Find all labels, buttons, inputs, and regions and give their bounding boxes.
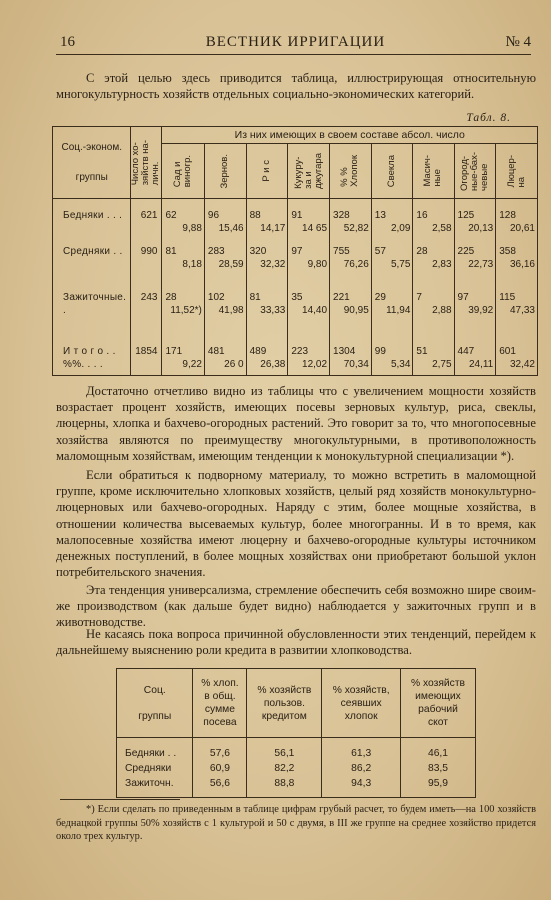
- table-label: Табл. 8.: [466, 112, 511, 124]
- table-cell: [330, 291, 372, 337]
- row-label: Средняки: [117, 761, 193, 776]
- table-row: [53, 199, 538, 246]
- cell-absolute: 225: [457, 246, 475, 257]
- cell-absolute: 447: [457, 346, 475, 357]
- col-header-crop: [246, 144, 288, 199]
- table-cell: [204, 291, 246, 337]
- col-header-group: Соц.-эконом. группы: [53, 127, 131, 199]
- col-header: % хозяйств имеющих рабочий скот: [400, 669, 475, 738]
- crop-name: Р и с: [260, 160, 272, 182]
- table-cell: 83,5: [400, 761, 475, 776]
- cell-absolute: 29: [374, 292, 386, 303]
- table-cell: [413, 337, 454, 376]
- row-label: Бедняки . .: [117, 738, 193, 762]
- crop-name: Огород- ные-бах- чевые: [458, 151, 490, 191]
- cell-percent: 2,09: [390, 223, 411, 234]
- cell-percent: 26,38: [260, 359, 286, 370]
- cell-absolute: 13: [374, 210, 386, 221]
- table-cell: [454, 245, 496, 291]
- table-cell: 57,6: [193, 738, 247, 762]
- cell-percent: 2,83: [432, 259, 452, 270]
- table-cell: [246, 245, 288, 291]
- cell-percent: 36,16: [509, 259, 535, 270]
- running-header: [60, 34, 531, 52]
- table-cell: [454, 337, 496, 376]
- cell-percent: 9,80: [307, 259, 328, 270]
- cell-percent: 22,73: [468, 259, 494, 270]
- cell-absolute: 283: [207, 246, 225, 257]
- cell-absolute: 16: [416, 210, 428, 221]
- cell-absolute: 91: [291, 210, 303, 221]
- paragraph-3-text: Если обратиться к подворному материалу, то можно встретить в маломощной группе, кроме исключительно хлопковых хозяйств, целый ряд хозяйств монокультурно-люцерновых или бахчево-огородных. Наряду с этим, более мощные хозяйства, в отношении количества высеваемых культур, более многогранны. И в то время, как малопосевные хозяйства имеют люцерну и бахчево-огородные культуры источником денежных поступлений, в более мощных хозяйствах они приобретают большой уклон потребительского значения.: [56, 468, 536, 580]
- cell-percent: 26 0: [224, 359, 244, 370]
- table-cell: 88,8: [247, 776, 322, 798]
- row-count: 243: [131, 291, 162, 337]
- cell-absolute: 481: [207, 346, 225, 357]
- cell-absolute: 28: [416, 246, 428, 257]
- table-row: [117, 738, 476, 762]
- table-cell: [496, 291, 538, 337]
- cell-absolute: 35: [291, 292, 303, 303]
- cell-absolute: 97: [291, 246, 303, 257]
- table-row: [53, 291, 538, 337]
- row-label: Зажиточн.: [117, 776, 193, 798]
- crop-name: Сад и виногр.: [172, 154, 194, 188]
- cell-absolute: 328: [333, 210, 350, 221]
- col-header-crop: [288, 144, 330, 199]
- table-cell: [162, 199, 204, 246]
- col-header-crop: [496, 144, 538, 199]
- paragraph-2-text: Достаточно отчетливо видно из таблицы что с увеличением мощности хозяйств возрастает процент хозяйств, имеющих посевы зерновых культур, риса, свеклы, люцерны, хлопка и бахчево-огородных растений. Это говорит за то, что многопосевные хозяйства являются по преимуществу многокультурными, в противоположность маломощным хозяйствам, имеющим тенденции к монокультурной специализации *).: [56, 384, 536, 463]
- table-cell: [246, 337, 288, 376]
- col-header-crop: [413, 144, 454, 199]
- cell-absolute: 51: [416, 346, 428, 357]
- footnote-rule: [60, 799, 180, 800]
- cell-absolute: 7: [416, 292, 422, 303]
- cell-absolute: 96: [207, 210, 220, 221]
- col-header-crop: [162, 144, 204, 199]
- table-cell: [496, 199, 538, 246]
- paragraph-2: [56, 383, 536, 464]
- col-header-crop: [371, 144, 413, 199]
- cell-percent: 28,59: [218, 259, 244, 270]
- paragraph-5: [56, 626, 536, 658]
- cell-percent: 52,82: [343, 223, 369, 234]
- crop-name: Люцер- на: [505, 154, 527, 188]
- cell-absolute: 489: [249, 346, 267, 357]
- cell-percent: 14,40: [302, 305, 328, 316]
- cell-percent: 11,52*): [170, 305, 202, 316]
- cell-percent: 39,92: [468, 305, 494, 316]
- table-cell: 56,1: [247, 738, 322, 762]
- table-cell: [496, 337, 538, 376]
- cell-percent: 14 65: [302, 223, 328, 234]
- cell-absolute: 755: [333, 246, 350, 257]
- table-cell: [454, 291, 496, 337]
- table-cell: [162, 337, 204, 376]
- row-label: Зажиточные. .: [53, 291, 131, 337]
- cell-percent: 9,88: [182, 223, 202, 234]
- table-cell: [246, 199, 288, 246]
- table-cell: [371, 291, 413, 337]
- row-count: 1854: [131, 337, 162, 376]
- cell-absolute: 88: [249, 210, 261, 221]
- table-cell: [330, 245, 372, 291]
- paragraph-4-text: Эта тенденция универсализма, стремление обеспечить себя возможно шире своим-же производством (как дальше будет видно) наблюдается у зажиточных групп и в животноводстве.: [56, 583, 536, 630]
- cell-percent: 33,33: [260, 305, 286, 316]
- page-number: 16: [60, 34, 75, 50]
- col-header: % хозяйств, сеявших хлопок: [322, 669, 401, 738]
- row-count: 990: [131, 245, 162, 291]
- table-row: [53, 337, 538, 376]
- crop-name: Масич- ные: [422, 155, 444, 187]
- cell-absolute: 57: [374, 246, 386, 257]
- col-header: % хозяйств пользов. кредитом: [247, 669, 322, 738]
- table-cell: 86,2: [322, 761, 401, 776]
- credit-table: [116, 668, 476, 798]
- footnote: [56, 803, 536, 844]
- crop-table: [52, 126, 538, 376]
- table-cell: [371, 337, 413, 376]
- table-cell: [162, 245, 204, 291]
- cell-absolute: 125: [457, 210, 475, 221]
- col-header-count: Число хо- зяйств на- личн.: [131, 127, 162, 199]
- cell-percent: 41,98: [218, 305, 244, 316]
- cell-percent: 12,02: [302, 359, 328, 370]
- table-cell: [330, 337, 372, 376]
- cell-percent: 32,42: [509, 359, 535, 370]
- table-cell: [288, 337, 330, 376]
- table-cell: [204, 337, 246, 376]
- crop-name: Кукуру- за и джугара: [292, 153, 324, 189]
- table-row: [117, 776, 476, 798]
- cell-percent: 15,46: [218, 223, 244, 234]
- cell-percent: 24,11: [468, 359, 494, 370]
- table-cell: [288, 199, 330, 246]
- cell-absolute: 115: [499, 292, 516, 303]
- cell-percent: 11,94: [386, 305, 411, 316]
- cell-percent: 47,33: [509, 305, 535, 316]
- table-row: [117, 761, 476, 776]
- row-label-percent: %%. . . .: [63, 359, 103, 370]
- cell-absolute: 97: [457, 292, 469, 303]
- paragraph-3: [56, 467, 536, 580]
- cell-absolute: 221: [333, 292, 350, 303]
- table-caption: Из них имеющих в своем составе абсол. число: [162, 127, 538, 144]
- journal-title: ВЕСТНИК ИРРИГАЦИИ: [205, 34, 386, 50]
- cell-absolute: 128: [499, 210, 516, 221]
- paragraph-4: [56, 582, 536, 631]
- intro-paragraph: [56, 70, 536, 102]
- cell-percent: 5,34: [390, 359, 411, 370]
- footnote-text: *) Если сделать по приведенным в таблице цифрам грубый расчет, то будем иметь—на 100 хозяйств беднацкой группы 50% хозяйств с 1 культурой и 50 с двумя, в III же группе на среднее хозяйство придется около трех культур.: [56, 804, 536, 842]
- row-label: И т о г о . . %%. . . .: [53, 337, 131, 376]
- table-cell: [454, 199, 496, 246]
- cell-percent: 2,88: [432, 305, 452, 316]
- table-cell: 82,2: [247, 761, 322, 776]
- cell-absolute: 320: [249, 246, 267, 257]
- crop-name: Свекла: [386, 154, 398, 188]
- table-cell: [371, 245, 413, 291]
- table-cell: [496, 245, 538, 291]
- cell-percent: 5,75: [390, 259, 411, 270]
- col-header-crop: [454, 144, 496, 199]
- cell-absolute: 358: [499, 246, 516, 257]
- cell-percent: 20,61: [509, 223, 535, 234]
- cell-percent: 14,17: [260, 223, 286, 234]
- cell-percent: 8,18: [182, 259, 202, 270]
- table-cell: [413, 199, 454, 246]
- cell-absolute: 81: [249, 292, 261, 303]
- cell-absolute: 601: [499, 346, 516, 357]
- col-header: % хлоп. в общ. сумме посева: [193, 669, 247, 738]
- cell-percent: 20,13: [468, 223, 494, 234]
- table-cell: 46,1: [400, 738, 475, 762]
- header-rule: [56, 54, 531, 55]
- cell-absolute: 102: [207, 292, 225, 303]
- cell-absolute: 223: [291, 346, 309, 357]
- cell-percent: 2,75: [432, 359, 452, 370]
- table-cell: [330, 199, 372, 246]
- table-cell: 94,3: [322, 776, 401, 798]
- crop-name: Зернов.: [219, 153, 231, 189]
- col-header-crop: [330, 144, 372, 199]
- row-label: Средняки . .: [53, 245, 131, 291]
- intro-text: С этой целью здесь приводится таблица, иллюстрирующая относительную многокультурность хозяйств отдельных социально-экономических категорий.: [56, 71, 536, 102]
- cell-absolute: 171: [165, 346, 183, 357]
- cell-absolute: 28: [165, 292, 177, 303]
- cell-percent: 90,95: [343, 305, 369, 316]
- cell-percent: 2,58: [432, 223, 452, 234]
- table-cell: [413, 245, 454, 291]
- cell-percent: 70,34: [343, 359, 369, 370]
- cell-percent: 76,26: [343, 259, 369, 270]
- table-row: [53, 245, 538, 291]
- row-label: Бедняки . . .: [53, 199, 131, 246]
- table-cell: [246, 291, 288, 337]
- cell-percent: 32,32: [260, 259, 286, 270]
- paragraph-5-text: Не касаясь пока вопроса причинной обусловленности этих тенденций, перейдем к дальнейшему выяснению роли кредита в развитии хлопководства.: [56, 627, 536, 658]
- table-cell: 61,3: [322, 738, 401, 762]
- table-cell: [162, 291, 204, 337]
- cell-absolute: 99: [374, 346, 386, 357]
- cell-percent: 9,22: [182, 359, 202, 370]
- table-cell: [288, 291, 330, 337]
- col-header: Соц. группы: [117, 669, 193, 738]
- table-cell: 95,9: [400, 776, 475, 798]
- table-cell: [413, 291, 454, 337]
- cell-absolute: 62: [165, 210, 177, 221]
- table-cell: 60,9: [193, 761, 247, 776]
- crop-name: % % Хлопок: [339, 155, 361, 187]
- col-header-crop: [204, 144, 246, 199]
- table-cell: [204, 199, 246, 246]
- table-cell: [288, 245, 330, 291]
- cell-absolute: 81: [165, 246, 177, 257]
- row-count: 621: [131, 199, 162, 246]
- table-cell: [204, 245, 246, 291]
- issue-number: № 4: [505, 34, 531, 50]
- cell-absolute: 1304: [333, 346, 356, 357]
- table-cell: 56,6: [193, 776, 247, 798]
- table-cell: [371, 199, 413, 246]
